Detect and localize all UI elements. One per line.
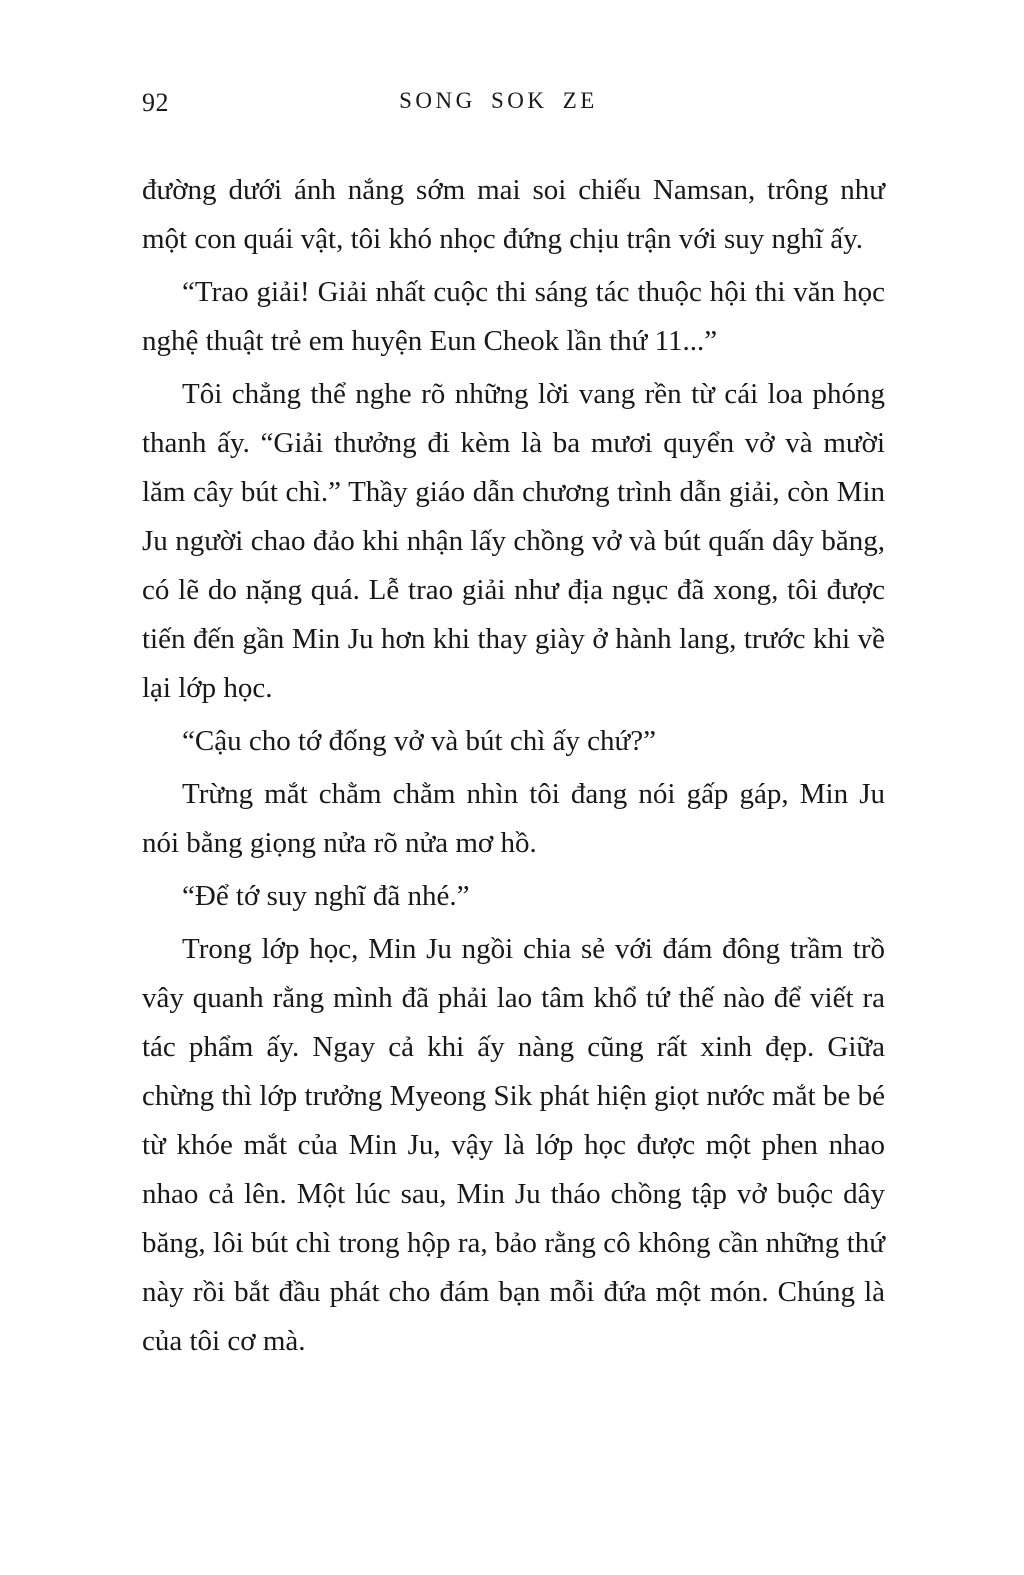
paragraph-narration-ceremony: Tôi chẳng thể nghe rõ những lời vang rền từ cái loa phóng thanh ấy. “Giải thưởng đi kèm là ba mươi quyển vở và mười lăm cây bút chì.” Thầy giáo dẫn chương trình dẫn giải, còn Min Ju người chao đảo khi nhận lấy chồng vở và bút quấn dây băng, có lẽ do nặng quá. Lễ trao giải như địa ngục đã xong, tôi được tiến đến gần Min Ju hơn khi thay giày ở hành lang, trước khi về lại lớp học. bbox=[142, 378, 885, 704]
page-body bbox=[142, 166, 885, 1366]
paragraph-narration-reply: Trừng mắt chằm chằm nhìn tôi đang nói gấp gáp, Min Ju nói bằng giọng nửa rõ nửa mơ hồ. bbox=[142, 778, 885, 859]
paragraph-quote-request: “Cậu cho tớ đống vở và bút chì ấy chứ?” bbox=[182, 725, 656, 757]
paragraph-quote-answer: “Để tớ suy nghĩ đã nhé.” bbox=[182, 880, 470, 912]
paragraph-continuation: đường dưới ánh nắng sớm mai soi chiếu Namsan, trông như một con quái vật, tôi khó nhọc đứng chịu trận với suy nghĩ ấy. bbox=[142, 174, 885, 255]
page-header bbox=[142, 88, 885, 122]
page-number: 92 bbox=[142, 88, 169, 117]
running-header-title: SONG SOK ZE bbox=[399, 88, 598, 113]
paragraph-narration-classroom: Trong lớp học, Min Ju ngồi chia sẻ với đám đông trầm trồ vây quanh rằng mình đã phải lao tâm khổ tứ thế nào để viết ra tác phẩm ấy. Ngay cả khi ấy nàng cũng rất xinh đẹp. Giữa chừng thì lớp trưởng Myeong Sik phát hiện giọt nước mắt be bé từ khóe mắt của Min Ju, vậy là lớp học được một phen nhao nhao cả lên. Một lúc sau, Min Ju tháo chồng tập vở buộc dây băng, lôi bút chì trong hộp ra, bảo rằng cô không cần những thứ này rồi bắt đầu phát cho đám bạn mỗi đứa một món. Chúng là của tôi cơ mà. bbox=[142, 933, 885, 1357]
paragraph-quote-announcement: “Trao giải! Giải nhất cuộc thi sáng tác thuộc hội thi văn học nghệ thuật trẻ em huyện Eun Cheok lần thứ 11...” bbox=[142, 276, 885, 357]
